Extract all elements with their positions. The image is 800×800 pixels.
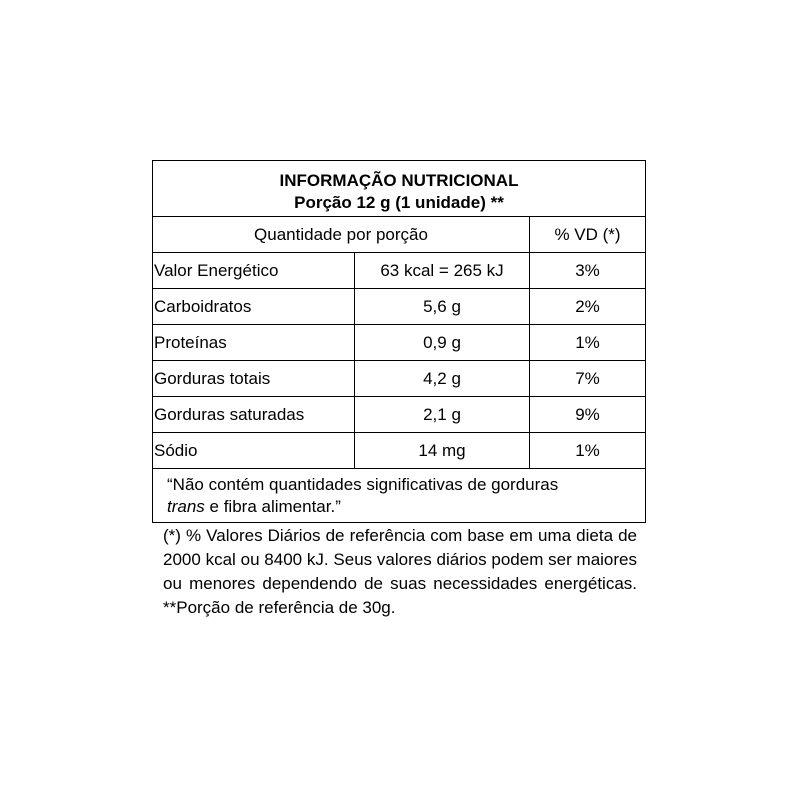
nutrient-dv: 2% — [575, 296, 600, 316]
trans-fat-note — [153, 469, 645, 522]
nutrient-amount: 5,6 g — [355, 289, 530, 324]
table-title: INFORMAÇÃO NUTRICIONAL — [279, 171, 519, 190]
table-row — [153, 289, 645, 325]
table-row — [153, 325, 645, 361]
note-italic-word: trans — [167, 497, 205, 516]
quantity-column-header: Quantidade por porção — [153, 217, 530, 252]
table-row — [153, 253, 645, 289]
note-text-end: e fibra alimentar.” — [204, 497, 341, 516]
nutrient-name: Sódio — [153, 433, 355, 468]
nutrient-dv: 3% — [575, 260, 600, 280]
nutrient-amount: 63 kcal = 265 kJ — [355, 253, 530, 288]
nutrient-amount: 0,9 g — [355, 325, 530, 360]
dv-column-header: % VD (*) — [554, 224, 621, 244]
nutrient-dv: 9% — [575, 404, 600, 424]
nutrition-facts-table — [152, 160, 646, 523]
table-row — [153, 433, 645, 469]
nutrient-dv: 7% — [575, 368, 600, 388]
nutrient-name: Carboidratos — [153, 289, 355, 324]
nutrient-name: Proteínas — [153, 325, 355, 360]
nutrient-name: Gorduras totais — [153, 361, 355, 396]
daily-values-footnote: (*) % Valores Diários de referência com base em uma dieta de 2000 kcal ou 8400 kJ. Seus valores diários podem ser maiores ou menores dependendo de suas necessidades energéticas. **Porção de referência de 30g. — [163, 526, 637, 617]
serving-size: Porção 12 g (1 unidade) ** — [294, 193, 504, 212]
nutrient-amount: 4,2 g — [355, 361, 530, 396]
nutrient-name: Gorduras saturadas — [153, 397, 355, 432]
table-row — [153, 397, 645, 433]
note-text-start: “Não contém quantidades significativas de gorduras — [167, 475, 559, 494]
nutrient-amount: 2,1 g — [355, 397, 530, 432]
column-headers — [153, 217, 645, 253]
nutrient-amount: 14 mg — [355, 433, 530, 468]
nutrient-dv: 1% — [575, 440, 600, 460]
table-header — [153, 161, 645, 217]
nutrient-dv: 1% — [575, 332, 600, 352]
nutrient-name: Valor Energético — [153, 253, 355, 288]
table-row — [153, 361, 645, 397]
